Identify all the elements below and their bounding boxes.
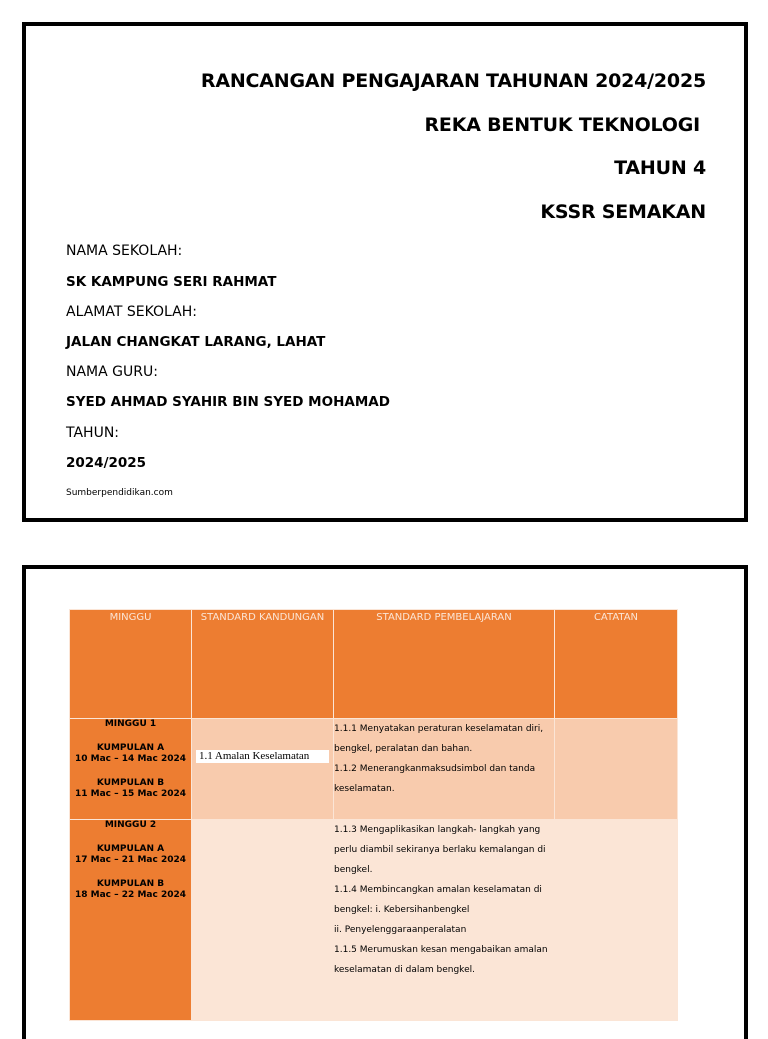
standard-kandungan-cell — [192, 719, 334, 820]
year-value: 2024/2025 — [66, 455, 147, 471]
document-title: RANCANGAN PENGAJARAN TAHUNAN 2024/2025 — [200, 70, 706, 92]
teacher-value: SYED AHMAD SYAHIR BIN SYED MOHAMAD — [66, 394, 390, 410]
address-label: ALAMAT SEKOLAH: — [66, 304, 197, 320]
week-cell — [70, 719, 192, 820]
school-label: NAMA SEKOLAH: — [66, 243, 183, 259]
group-b-label: KUMPULAN B — [96, 879, 165, 889]
table-row — [70, 719, 678, 820]
plan-table-page — [22, 565, 748, 1039]
group-a-label: KUMPULAN A — [96, 844, 165, 854]
catatan-cell — [555, 820, 678, 1021]
standard-pembelajaran-cell — [334, 820, 555, 1021]
header-standard-kandungan: STANDARD KANDUNGAN — [192, 610, 334, 719]
year-level-title: TAHUN 4 — [614, 157, 706, 179]
teacher-label: NAMA GURU: — [66, 364, 158, 380]
header-minggu: MINGGU — [70, 610, 192, 719]
learning-standard-item: 1.1.1 Menyatakan peraturan keselamatan diri, bengkel, peralatan dan bahan. — [334, 724, 544, 754]
group-a-label: KUMPULAN A — [96, 743, 165, 753]
table-header-row — [70, 610, 678, 719]
learning-standard-item: ii. Penyelenggaraanperalatan — [334, 925, 467, 935]
learning-standard-item: 1.1.5 Merumuskan kesan mengabaikan amalan keselamatan di dalam bengkel. — [334, 945, 548, 975]
learning-standard-item: 1.1.3 Mengaplikasikan langkah- langkah yang perlu diambil sekiranya berlaku kemalangan di bengkel. — [334, 825, 546, 875]
address-value: JALAN CHANGKAT LARANG, LAHAT — [66, 334, 326, 350]
group-b-dates: 18 Mac – 22 Mac 2024 — [75, 890, 186, 900]
learning-standard-item: 1.1.4 Membincangkan amalan keselamatan di bengkel: i. Kebersihanbengkel — [334, 885, 542, 915]
group-a-dates: 17 Mac – 21 Mac 2024 — [75, 855, 186, 865]
year-label: TAHUN: — [66, 425, 120, 441]
header-catatan: CATATAN — [555, 610, 678, 719]
school-value: SK KAMPUNG SERI RAHMAT — [66, 274, 277, 290]
source-credit: Sumberpendidikan.com — [66, 488, 173, 498]
week-cell — [70, 820, 192, 1021]
lesson-plan-table — [69, 609, 678, 1021]
cover-page — [22, 22, 748, 522]
catatan-cell — [555, 719, 678, 820]
group-b-label: KUMPULAN B — [96, 778, 165, 788]
header-standard-pembelajaran: STANDARD PEMBELAJARAN — [334, 610, 555, 719]
subject-title: REKA BENTUK TEKNOLOGI — [424, 114, 700, 136]
standard-kandungan-text: 1.1 Amalan Keselamatan — [196, 750, 329, 763]
table-row — [70, 820, 678, 1021]
standard-kandungan-cell — [192, 820, 334, 1021]
group-a-dates: 10 Mac – 14 Mac 2024 — [75, 754, 186, 764]
standard-pembelajaran-cell — [334, 719, 555, 820]
week-label: MINGGU 1 — [104, 719, 157, 729]
week-label: MINGGU 2 — [104, 820, 157, 830]
curriculum-title: KSSR SEMAKAN — [540, 201, 706, 223]
group-b-dates: 11 Mac – 15 Mac 2024 — [75, 789, 186, 799]
learning-standard-item: 1.1.2 Menerangkanmaksudsimbol dan tanda keselamatan. — [334, 764, 536, 794]
